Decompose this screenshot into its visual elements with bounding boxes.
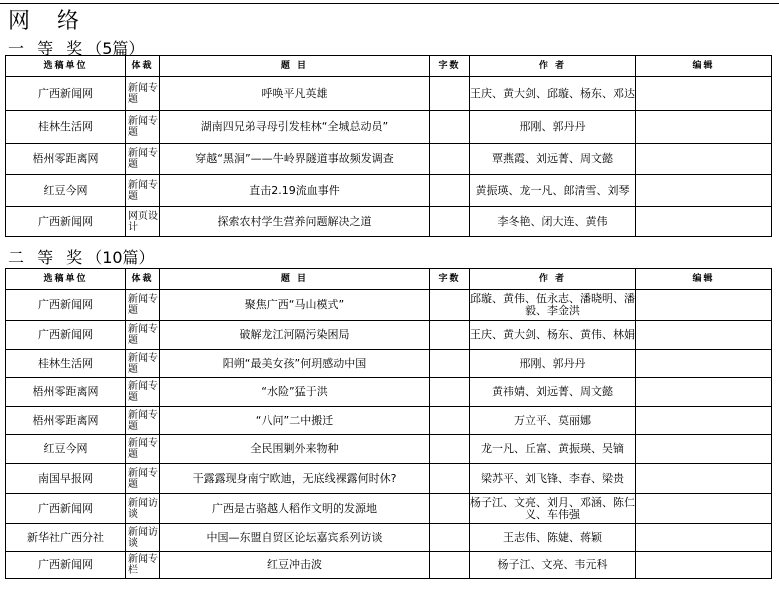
table-row bbox=[6, 350, 772, 378]
title-cell: “水险”猛于洪 bbox=[160, 378, 430, 407]
title-cell: 中国—东盟自贸区论坛嘉宾系列访谈 bbox=[160, 524, 430, 552]
editor-cell bbox=[636, 552, 772, 579]
org-cell: 广西新闻网 bbox=[6, 77, 126, 111]
header-type: 体裁 bbox=[126, 269, 160, 290]
type-cell: 新闻专题 bbox=[126, 111, 160, 144]
chars-cell bbox=[430, 494, 470, 524]
type-cell: 新闻访谈 bbox=[126, 524, 160, 552]
editor-cell bbox=[636, 77, 772, 111]
second-prize-count: （10篇） bbox=[86, 248, 155, 267]
editor-cell bbox=[636, 378, 772, 407]
chars-cell bbox=[430, 435, 470, 464]
author-cell: 王志伟、陈婕、蒋颖 bbox=[470, 524, 636, 552]
header-editor: 编辑 bbox=[636, 269, 772, 290]
top-rule bbox=[0, 3, 779, 4]
editor-cell bbox=[636, 144, 772, 175]
org-cell: 新华社广西分社 bbox=[6, 524, 126, 552]
editor-cell bbox=[636, 111, 772, 144]
table-row bbox=[6, 435, 772, 464]
table-row bbox=[6, 464, 772, 494]
author-cell: 万立平、莫丽娜 bbox=[470, 407, 636, 435]
header-chars: 字数 bbox=[430, 269, 470, 290]
chars-cell bbox=[430, 552, 470, 579]
editor-cell bbox=[636, 321, 772, 350]
title-cell: 干露露现身南宁欧迪，无底线裸露何时休? bbox=[160, 464, 430, 494]
type-cell: 新闻专题 bbox=[126, 321, 160, 350]
second-prize-label: 二 等 奖 bbox=[8, 248, 87, 267]
header-author: 作 者 bbox=[470, 56, 636, 77]
org-cell: 桂林生活网 bbox=[6, 350, 126, 378]
editor-cell bbox=[636, 464, 772, 494]
type-cell: 网页设计 bbox=[126, 207, 160, 237]
header-org: 选稿单位 bbox=[6, 269, 126, 290]
table-row bbox=[6, 378, 772, 407]
header-row bbox=[6, 56, 772, 77]
chars-cell bbox=[430, 464, 470, 494]
table-row bbox=[6, 144, 772, 175]
chars-cell bbox=[430, 350, 470, 378]
table-row bbox=[6, 552, 772, 579]
title-cell: 红豆冲击波 bbox=[160, 552, 430, 579]
type-cell: 新闻访谈 bbox=[126, 494, 160, 524]
table-row bbox=[6, 111, 772, 144]
editor-cell bbox=[636, 524, 772, 552]
chars-cell bbox=[430, 290, 470, 321]
author-cell: 邢刚、郭丹丹 bbox=[470, 111, 636, 144]
title-cell: 阳朔“最美女孩”何玥感动中国 bbox=[160, 350, 430, 378]
header-author: 作 者 bbox=[470, 269, 636, 290]
editor-cell bbox=[636, 435, 772, 464]
title-cell: 破解龙江河隔污染困局 bbox=[160, 321, 430, 350]
type-cell: 新闻专题 bbox=[126, 175, 160, 207]
org-cell: 广西新闻网 bbox=[6, 207, 126, 237]
title-cell: 聚焦广西“马山模式” bbox=[160, 290, 430, 321]
author-cell: 邱璇、黄伟、伍永志、潘晓明、潘毅、李金洪 bbox=[470, 290, 636, 321]
type-cell: 新闻专题 bbox=[126, 144, 160, 175]
type-cell: 新闻专题 bbox=[126, 378, 160, 407]
editor-cell bbox=[636, 407, 772, 435]
header-org: 选稿单位 bbox=[6, 56, 126, 77]
org-cell: 红豆今网 bbox=[6, 435, 126, 464]
table-row bbox=[6, 524, 772, 552]
table-row bbox=[6, 494, 772, 524]
table-row bbox=[6, 207, 772, 237]
title-cell: 广西是古骆越人稻作文明的发源地 bbox=[160, 494, 430, 524]
org-cell: 广西新闻网 bbox=[6, 290, 126, 321]
author-cell: 王庆、黄大剑、邱璇、杨东、邓达 bbox=[470, 77, 636, 111]
author-cell: 李冬艳、闭大连、黄伟 bbox=[470, 207, 636, 237]
page-title: 网 络 bbox=[8, 9, 89, 34]
chars-cell bbox=[430, 175, 470, 207]
header-row bbox=[6, 269, 772, 290]
table-row bbox=[6, 175, 772, 207]
title-cell: 穿越“黑洞”——牛岭界隧道事故频发调查 bbox=[160, 144, 430, 175]
table-row bbox=[6, 321, 772, 350]
title-cell: 湖南四兄弟寻母引发桂林“全城总动员” bbox=[160, 111, 430, 144]
author-cell: 杨子江、文亮、刘月、邓涵、陈仁义、车伟强 bbox=[470, 494, 636, 524]
title-cell: 探索农村学生营养问题解决之道 bbox=[160, 207, 430, 237]
header-chars: 字数 bbox=[430, 56, 470, 77]
table-row bbox=[6, 77, 772, 111]
org-cell: 梧州零距离网 bbox=[6, 407, 126, 435]
type-cell: 新闻专题 bbox=[126, 290, 160, 321]
title-cell: 呼唤平凡英雄 bbox=[160, 77, 430, 111]
editor-cell bbox=[636, 350, 772, 378]
chars-cell bbox=[430, 321, 470, 350]
title-cell: “八问”二中搬迁 bbox=[160, 407, 430, 435]
editor-cell bbox=[636, 207, 772, 237]
author-cell: 龙一凡、丘富、黄振瑛、吴镝 bbox=[470, 435, 636, 464]
header-title: 题 目 bbox=[160, 269, 430, 290]
author-cell: 黄振瑛、龙一凡、郎清雪、刘琴 bbox=[470, 175, 636, 207]
author-cell: 黄祎婧、刘远菁、周文懿 bbox=[470, 378, 636, 407]
chars-cell bbox=[430, 144, 470, 175]
editor-cell bbox=[636, 290, 772, 321]
second-prize-heading bbox=[8, 245, 155, 268]
first-prize-table bbox=[5, 55, 772, 237]
type-cell: 新闻专题 bbox=[126, 350, 160, 378]
title-cell: 直击2.19流血事件 bbox=[160, 175, 430, 207]
org-cell: 红豆今网 bbox=[6, 175, 126, 207]
header-editor: 编辑 bbox=[636, 56, 772, 77]
title-cell: 全民围剿外来物种 bbox=[160, 435, 430, 464]
org-cell: 南国早报网 bbox=[6, 464, 126, 494]
chars-cell bbox=[430, 407, 470, 435]
header-title: 题 目 bbox=[160, 56, 430, 77]
org-cell: 广西新闻网 bbox=[6, 321, 126, 350]
author-cell: 覃燕霞、刘远菁、周文懿 bbox=[470, 144, 636, 175]
first-prize-label: 一 等 奖 bbox=[8, 39, 87, 58]
org-cell: 梧州零距离网 bbox=[6, 378, 126, 407]
org-cell: 广西新闻网 bbox=[6, 494, 126, 524]
org-cell: 广西新闻网 bbox=[6, 552, 126, 579]
chars-cell bbox=[430, 77, 470, 111]
type-cell: 新闻专题 bbox=[126, 435, 160, 464]
first-prize-count: （5篇） bbox=[86, 39, 145, 58]
chars-cell bbox=[430, 111, 470, 144]
author-cell: 王庆、黄大剑、杨东、黄伟、林娟 bbox=[470, 321, 636, 350]
table-row bbox=[6, 407, 772, 435]
type-cell: 新闻专栏 bbox=[126, 552, 160, 579]
editor-cell bbox=[636, 494, 772, 524]
org-cell: 桂林生活网 bbox=[6, 111, 126, 144]
org-cell: 梧州零距离网 bbox=[6, 144, 126, 175]
chars-cell bbox=[430, 524, 470, 552]
author-cell: 梁苏平、刘飞锋、李春、梁贵 bbox=[470, 464, 636, 494]
table-row bbox=[6, 290, 772, 321]
type-cell: 新闻专题 bbox=[126, 77, 160, 111]
author-cell: 杨子江、文亮、韦元科 bbox=[470, 552, 636, 579]
header-type: 体裁 bbox=[126, 56, 160, 77]
editor-cell bbox=[636, 175, 772, 207]
type-cell: 新闻专题 bbox=[126, 407, 160, 435]
second-prize-table bbox=[5, 268, 772, 579]
type-cell: 新闻专题 bbox=[126, 464, 160, 494]
chars-cell bbox=[430, 207, 470, 237]
chars-cell bbox=[430, 378, 470, 407]
author-cell: 邢刚、郭丹丹 bbox=[470, 350, 636, 378]
